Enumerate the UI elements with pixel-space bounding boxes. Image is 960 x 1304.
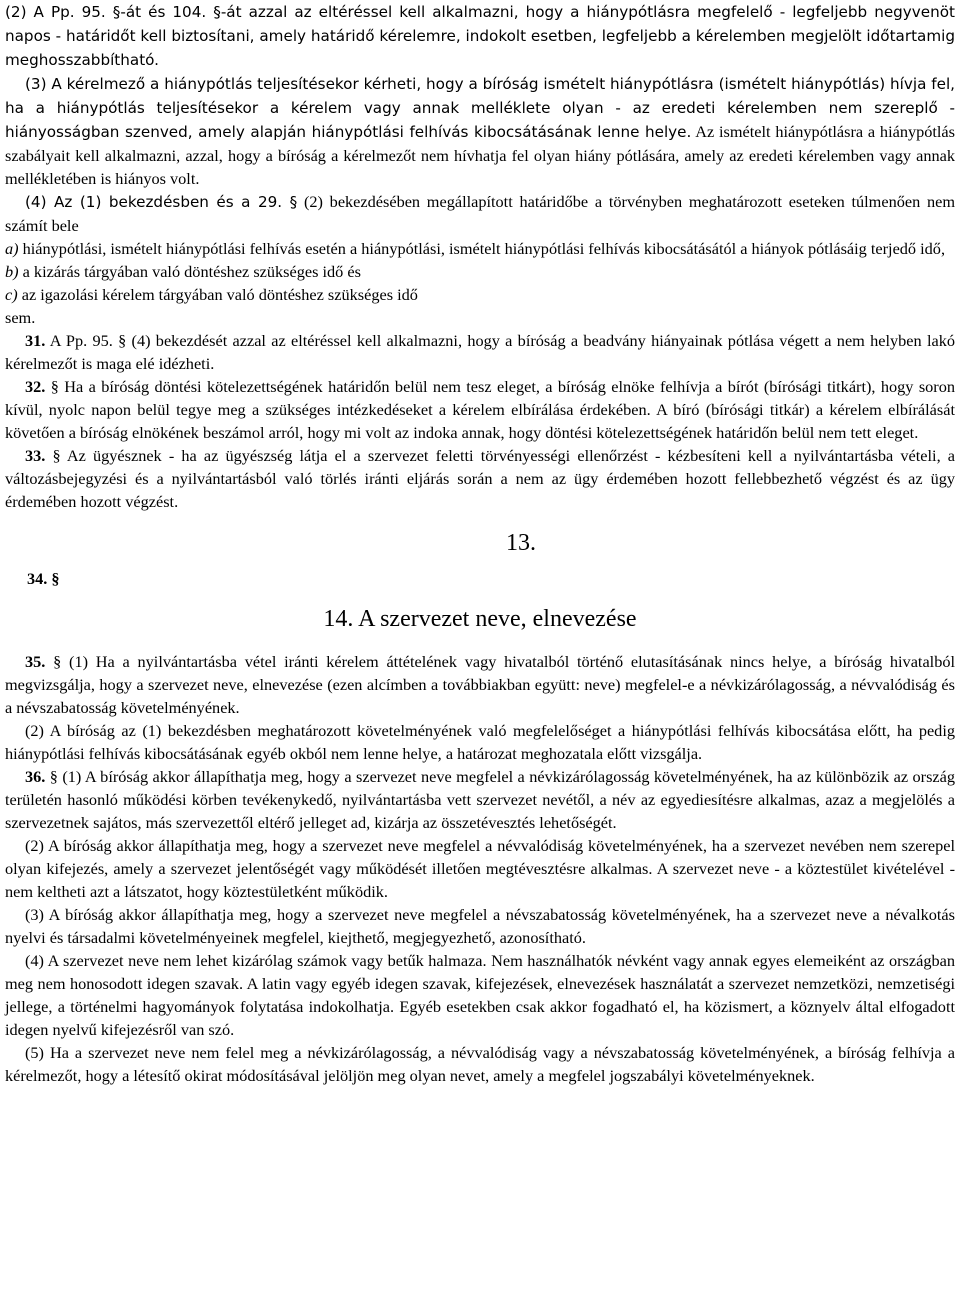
section-36 [5,765,955,834]
section-36-4: (4) A szervezet neve nem lehet kizárólag számok vagy betűk halmaza. Nem használhatók névként vagy annak egyes elemeiként az országban meg nem honosodott idegen szavak. A latin vagy egyéb idegen szavak, kifejezések, elnevezések használatát a szervezet nemzetközi, nemzetiségi jellege, a történelmi hagyományok folytatása indokolhatja. Egyéb esetekben csak akkor fogadható el, ha közismert, a köznyelv által elfogadott idegen nyelvű kifejezésről van szó. [5,951,955,1039]
section-text: § (1) A bíróság akkor állapíthatja meg, hogy a szervezet neve megfelel a névkizárólagosság követelményének, ha az különbözik az ország területén hasonló működési körben tevékenykedő, nyilvántartásba vett szervezet nevétől, a név az egyediesítésre alkalmas, azaz a megjelölés a szervezetnek sajátos, más szervezettől eltérő jelleget ad, kizárja az összetévesztés lehetőségét. [5,767,955,832]
section-34: 34. § [27,569,60,588]
heading-14: 14. A szervezet neve, elnevezése [323,606,637,632]
section-text: A bíró (bírósági titkár) a kérelem elbírálását követően a bíróság elnökének beszámol arról, hogy mi volt az indoka annak, hogy döntési kötelezettségének határidőn belül nem tett eleget. [5,400,955,442]
section-35 [5,650,955,719]
paragraph-text: Az ismételt hiánypótlásra a hiánypótlás szabályait kell alkalmazni, azzal, hogy a bíróság a kérelmezőt nem hívhatja fel olyan hiány pótlására, amely az eredeti kérelemben vagy annak mellékletében is hiányos volt. [5,122,955,188]
section-36-2: (2) A bíróság akkor állapíthatja meg, hogy a szervezet neve megfelel a névvalódiság követelményének, ha a szervezet nevében nem szerepel olyan kifejezés, amely a szervezet jelentőségét vagy működését illetően megtévesztésre alkalmas. A szervezet neve - a köztestület kivételével - nem keltheti azt a látszatot, hogy köztestületként működik. [5,836,955,901]
section-36-5: (5) Ha a szervezet neve nem felel meg a névkizárólagosság, a névvalódiság vagy a névszabatosság követelményének, a bíróság felhívja a kérelmezőt, hogy a létesítő okirat módosításával jelöljön meg olyan nevet, amely a megfelel jogszabályi követelményeknek. [5,1043,955,1085]
section-text: A Pp. 95. [45,331,113,350]
list-label: c) [5,285,18,304]
list-item-b [5,260,955,283]
section-number: 33. [25,446,46,465]
list-text: a kizárás tárgyában való döntéshez szükséges idő és [18,262,361,281]
section-number: 36. [25,767,46,786]
list-label: a) [5,239,19,258]
section-text: § Az ügyésznek - ha az ügyészség látja el a szervezet feletti törvényességi ellenőrzést - kézbesíteni kell a nyilvántartásba vételi, a változásbejegyzési és a nyilvántartásból való törlés iránti eljárás során a nem az ügy érdemében hozott fellebbezhető végzést és az ügy érdemében hozott végzést. [5,446,955,511]
list-text: az igazolási kérelem tárgyában való döntéshez szükséges idő [17,285,418,304]
list-item-c [5,283,955,306]
paragraph-29-3 [5,72,955,190]
section-number: 32. [25,377,46,396]
section-text: § (1) Ha a nyilvántartásba vétel iránti kérelem áttételének vagy hivatalból történő elutasításának nincs helye, a bíróság hivatalból megvizsgálja, hogy a szervezet neve, elnevezése (ezen alcímben a továbbiakban együtt: neve) megfelel-e a névkizárólagosság, a névvalódiság és a névszabatosság követelményének. [5,652,955,717]
section-36-3: (3) A bíróság akkor állapíthatja meg, hogy a szervezet neve megfelel a névszabatosság követelményének, ha a szervezet neve a névalkotás nyelvi és társadalmi követelményeinek megfelel, kiejthető, megjegyezhető, azonosítható. [5,905,955,947]
paragraph-text: (4) Az (1) bekezdésben és a 29. § [25,193,298,211]
section-number: 31. [25,331,46,350]
list-item-a [5,237,955,260]
list-text: hiánypótlási, ismételt hiánypótlási felhívás esetén a hiánypótlási, ismételt hiánypótlási felhívás kibocsátásától a hiányok pótlásáig terjedő idő, [18,239,946,258]
section-35-2: (2) A bíróság az (1) bekezdésben meghatározott követelményének való megfelelőséget a hiánypótlási felhívás kibocsátása előtt, ha pedig hiánypótlási felhívás kibocsátásának egyéb okból nem lenne helye, a határozat meghozatala előtt vizsgálja. [5,721,955,763]
section-number: 35. [25,652,46,671]
section-text: § Ha a bíróság döntési kötelezettségének határidőn belül nem tesz eleget, a bíróság elnöke felhívja a bírót (bírósági titkárt), hogy soron kívül, nyolc napon belül tegye meg a szükséges intézkedéseket a kérelem elbírálása érdekében. [5,377,955,419]
paragraph-29-2 [5,0,955,72]
section-32 [5,375,955,444]
section-33 [5,444,955,513]
section-text: § (4) bekezdését azzal az eltéréssel kell alkalmazni, hogy a bíróság a beadvány hiányainak pótlása végett a nem helyben lakó kérelmezőt is maga elé idézheti. [5,331,955,373]
paragraph-text: (2) bekezdésében megállapított határidőbe a törvényben meghatározott eseteken túlmenően nem számít bele [5,192,955,235]
list-label: b) [5,262,19,281]
paragraph-text: (2) A Pp. 95. §-át és 104. §-át azzal az eltéréssel kell alkalmazni, hogy a hiánypótlásra megfelelő - legfeljebb negyvenöt napos - határidőt kell biztosítani, amely határidő kérelemre, indokolt esetben, legfeljebb a kérelemben megjelölt időtartamig meghosszabbítható. [5,3,955,69]
paragraph-text: (3) A kérelmező a hiánypótlás teljesítésekor kérheti, hogy a bíróság ismételt hiánypótlásra (ismételt hiánypótlás) hívja fel, ha a hiánypótlás teljesítésekor a kérelem vagy annak melléklete olyan - az eredeti kérelemben nem szereplő - hiányosságban szenved, amely alapján hiánypótlási felhívás kibocsátásának lenne helye. [5,75,955,141]
section-31 [5,329,955,375]
heading-13: 13. [506,530,536,556]
paragraph-29-4 [5,190,955,237]
list-end: sem. [5,308,36,327]
